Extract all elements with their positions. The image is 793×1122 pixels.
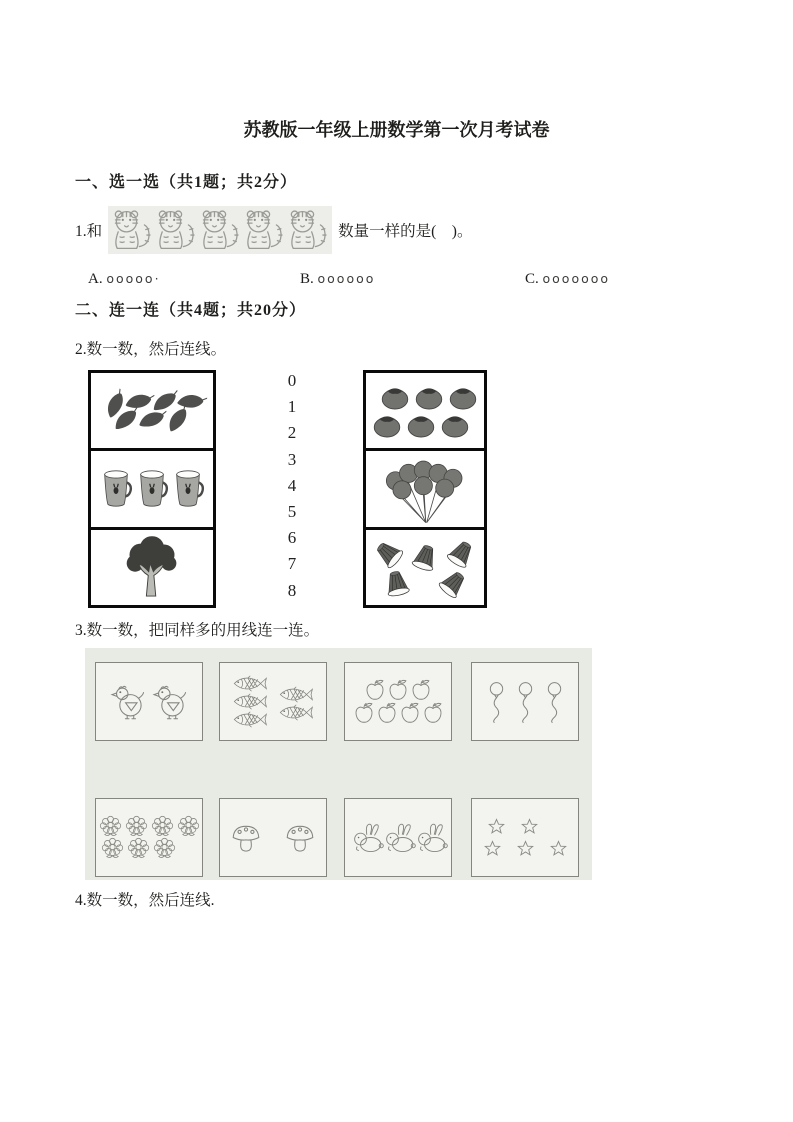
tree-cell bbox=[91, 530, 213, 605]
hats-cell bbox=[366, 530, 484, 605]
rabbits-box bbox=[344, 798, 452, 877]
balloon-bunch-cell bbox=[366, 451, 484, 529]
persimmon-icon bbox=[414, 384, 444, 410]
mug-icon bbox=[135, 465, 169, 513]
flowers-box bbox=[95, 798, 203, 877]
apple-icon bbox=[376, 702, 398, 725]
question-1-suffix: 数量一样的是( )。 bbox=[338, 223, 473, 240]
number-label: 1 bbox=[287, 397, 297, 417]
flower-icon bbox=[124, 815, 149, 838]
question-2-text: 2.数一数，然后连线。 bbox=[75, 341, 227, 358]
question-2-right-box bbox=[363, 370, 487, 608]
number-label: 2 bbox=[287, 423, 297, 443]
tiger-picture-strip bbox=[108, 206, 332, 254]
number-label: 7 bbox=[287, 554, 297, 574]
apple-icon bbox=[353, 702, 375, 725]
option-c-label: C. bbox=[525, 271, 539, 287]
persimmon-icon bbox=[440, 412, 470, 438]
apple-icon bbox=[387, 679, 409, 702]
question-4-text: 4.数一数，然后连线. bbox=[75, 892, 215, 909]
flower-icon bbox=[176, 815, 201, 838]
question-1-prefix: 1.和 bbox=[75, 223, 103, 240]
number-label: 6 bbox=[287, 528, 297, 548]
option-b-label: B. bbox=[300, 271, 314, 287]
stars-box bbox=[471, 798, 579, 877]
question-3-panel bbox=[85, 648, 592, 880]
hat-icon bbox=[379, 567, 414, 601]
question-1 bbox=[75, 206, 472, 254]
balloons-box bbox=[471, 662, 579, 741]
option-a-label: A. bbox=[88, 271, 103, 287]
question-2-left-box bbox=[88, 370, 216, 608]
tiger-icon bbox=[153, 207, 199, 253]
mug-icon bbox=[99, 465, 133, 513]
fish-icon bbox=[229, 675, 271, 692]
flower-icon bbox=[126, 837, 151, 860]
tiger-icon bbox=[285, 207, 331, 253]
star-icon bbox=[484, 840, 501, 857]
star-icon bbox=[488, 818, 505, 835]
question-3-text: 3.数一数，把同样多的用线连一连。 bbox=[75, 622, 320, 639]
page-title: 苏教版一年级上册数学第一次月考试卷 bbox=[243, 120, 550, 140]
option-c-circles: ooooooo bbox=[542, 271, 611, 286]
balloon-icon bbox=[488, 679, 505, 725]
numbers-column bbox=[274, 368, 310, 604]
option-a bbox=[88, 271, 161, 288]
mugs-cell bbox=[91, 451, 213, 529]
star-icon bbox=[521, 818, 538, 835]
number-label: 4 bbox=[287, 475, 297, 495]
persimmon-icon bbox=[406, 412, 436, 438]
mushroom-icon bbox=[230, 823, 262, 852]
flower-icon bbox=[152, 837, 177, 860]
number-label: 3 bbox=[287, 449, 297, 469]
flower-icon bbox=[150, 815, 175, 838]
star-icon bbox=[517, 840, 534, 857]
apple-icon bbox=[422, 702, 444, 725]
chicken-icon bbox=[109, 684, 147, 720]
mushrooms-box bbox=[219, 798, 327, 877]
number-label: 0 bbox=[287, 371, 297, 390]
rabbit-icon bbox=[412, 822, 448, 853]
mushroom-icon bbox=[284, 823, 316, 852]
section2-heading: 二、连一连（共4题；共20分） bbox=[75, 302, 307, 319]
apples-box bbox=[344, 662, 452, 741]
tiger-icon bbox=[197, 207, 243, 253]
balloon-icon bbox=[546, 679, 563, 725]
star-icon bbox=[550, 840, 567, 857]
flower-icon bbox=[100, 837, 125, 860]
fish-icon bbox=[275, 686, 317, 703]
section1-heading: 一、选一选（共1题；共2分） bbox=[75, 174, 298, 191]
rabbit-icon bbox=[348, 822, 384, 853]
fish-icon bbox=[229, 693, 271, 710]
tiger-icon bbox=[109, 207, 155, 253]
number-label: 5 bbox=[287, 502, 297, 522]
leaves-cell bbox=[91, 373, 213, 451]
option-b-circles: oooooo bbox=[317, 271, 376, 286]
persimmon-icon bbox=[448, 384, 478, 410]
persimmon-icon bbox=[372, 412, 402, 438]
option-c bbox=[525, 271, 610, 288]
fish-box bbox=[219, 662, 327, 741]
fish-icon bbox=[275, 704, 317, 721]
apple-icon bbox=[410, 679, 432, 702]
tree-icon bbox=[122, 535, 182, 599]
rabbit-icon bbox=[380, 822, 416, 853]
mug-icon bbox=[171, 465, 205, 513]
chicken-icon bbox=[151, 684, 189, 720]
tiger-icon bbox=[241, 207, 287, 253]
option-a-circles: ooooo· bbox=[106, 271, 161, 286]
balloon-icon bbox=[517, 679, 534, 725]
question-2-figure bbox=[0, 368, 793, 612]
balloon-bunch-icon bbox=[373, 452, 477, 526]
persimmons-cell bbox=[366, 373, 484, 451]
number-label: 8 bbox=[287, 580, 297, 600]
persimmon-icon bbox=[380, 384, 410, 410]
apple-icon bbox=[399, 702, 421, 725]
option-b bbox=[300, 271, 375, 288]
fish-icon bbox=[229, 711, 271, 728]
chickens-box bbox=[95, 662, 203, 741]
apple-icon bbox=[364, 679, 386, 702]
flower-icon bbox=[98, 815, 123, 838]
